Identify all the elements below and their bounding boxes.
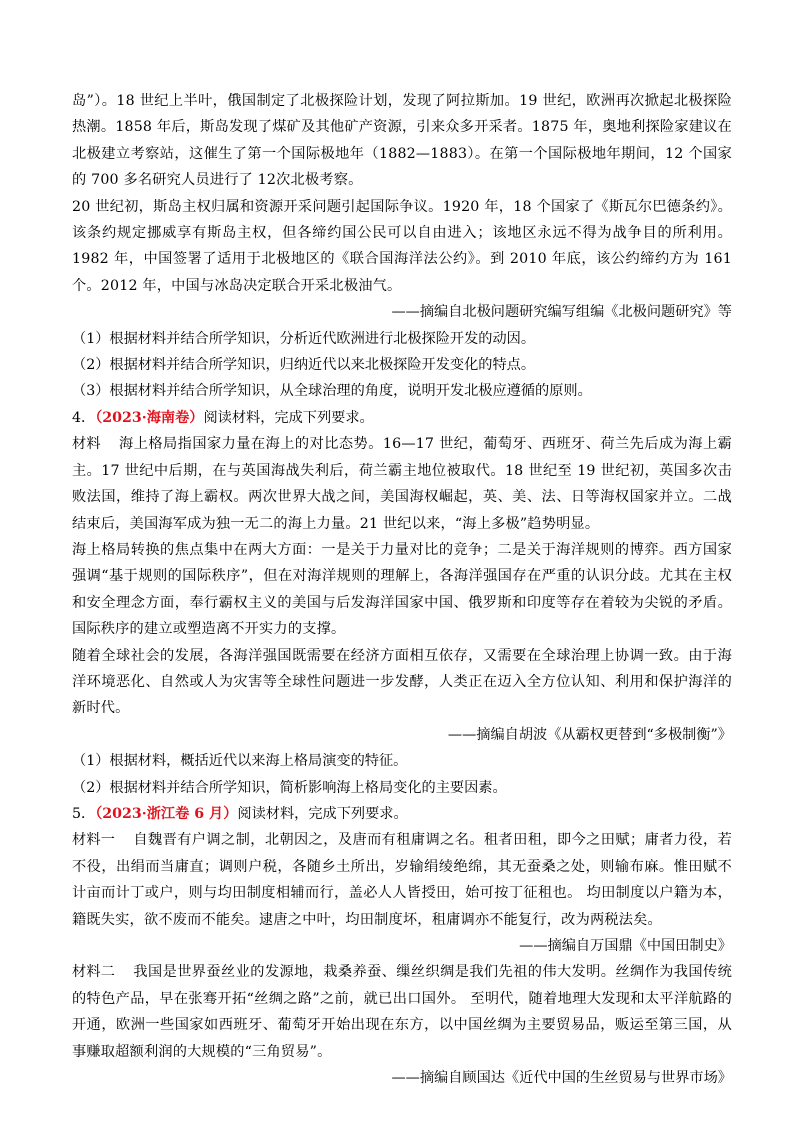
exam-source-tag: （2023·浙江卷 6 月）: [95, 805, 238, 822]
material-paragraph: [72, 959, 732, 1065]
document-page: [72, 88, 732, 1091]
source-citation: ——摘编自北极问题研究编写组编《北极问题研究》等: [391, 304, 732, 321]
material-paragraph: [72, 431, 732, 537]
question-instruction: 阅读材料，完成下列要求。: [237, 805, 408, 822]
continued-paragraph: 岛”）。18 世纪上半叶，俄国制定了北极探险计划，发现了阿拉斯加。19 世纪，欧洲再次掀起北极探险热潮。1858 年后，斯岛发现了煤矿及其他矿产资源，引来众多开采者。1875 年，奥地利探险家建议在北极建立考察站，这催生了第一个国际极地年（1882—1883）。在第一个国际极地年期间，12 个国家的 700 多名研究人员进行了 12次北极考察。: [72, 93, 732, 189]
question-instruction: 阅读材料，完成下列要求。: [203, 409, 374, 426]
material-paragraph: [72, 827, 732, 933]
material-text: 我国是世界蚕丝业的发源地，栽桑养蚕、缫丝织绸是我们先祖的伟大发明。丝绸作为我国传统的特色产品，早在张骞开拓“丝绸之路”之前，就已出口国外。 至明代，随着地理大发现和太平洋航路的开通，欧洲一些国家如西班牙、葡萄牙开始出现在东方，以中国丝绸为主要贸易品，贩运至第三国，从事赚取超额利润的大规模的“三角贸易”。: [72, 964, 732, 1060]
sub-question: （2）根据材料并结合所学知识，简析影响海上格局变化的主要因素。: [72, 779, 507, 796]
source-citation: ——摘编自顾国达《近代中国的生丝贸易与世界市场》: [391, 1070, 732, 1087]
exam-source-tag: （2023·海南卷）: [95, 409, 204, 426]
material-paragraph: 随着全球社会的发展，各海洋强国既需要在经济方面相互依存，又需要在全球治理上协调一致。由于海洋环境恶化、自然或人为灾害等全球性问题进一步发酵，人类正在迈入全方位认知、利用和保护海洋的新时代。: [72, 647, 732, 717]
material-label: 材料二: [72, 964, 116, 981]
sub-question: （3）根据材料并结合所学知识，从全球治理的角度，说明开发北极应遵循的原则。: [72, 383, 592, 400]
source-citation: ——摘编自胡波《从霸权更替到“多极制衡”》: [447, 726, 732, 743]
question-number: 5．: [72, 805, 96, 822]
material-paragraph: 海上格局转换的焦点集中在两大方面：一是关于力量对比的竞争；二是关于海洋规则的博弈。西方国家强调“基于规则的国际秩序”，但在对海洋规则的理解上，各海洋强国存在严重的认识分歧。尤其在主权和安全理念方面，奉行霸权主义的美国与后发海洋国家中国、俄罗斯和印度等存在着较为尖锐的矛盾。国际秩序的建立或塑造离不开实力的支撑。: [72, 541, 732, 638]
material-text: 自魏晋有户调之制，北朝因之，及唐而有租庸调之名。租者田租，即今之田赋；庸者力役，若不役，出绢而当庸直；调则户税，各随乡土所出，岁输绢绫绝绵，其无蚕桑之处，则输布麻。惟田赋不计亩而计丁或户，则与均田制度相辅而行，盖必人人皆授田，始可按丁征租也。 均田制度以户籍为本，籍既失实，欲不废而不能矣。逮唐之中叶，均田制度坏，租庸调亦不能复行，改为两税法矣。: [72, 832, 732, 928]
source-citation: ——摘编自万国鼎《中国田制史》: [519, 938, 732, 954]
question-header: [72, 405, 732, 431]
question-header: [72, 801, 732, 827]
material-text: 海上格局指国家力量在海上的对比态势。16—17 世纪，葡萄牙、西班牙、荷兰先后成为海上霸主。17 世纪中后期，在与英国海战失利后，荷兰霸主地位被取代。18 世纪至 19 世纪初，英国多次击败法国，维持了海上霸权。两次世界大战之间，美国海权崛起，英、美、法、日等海权国家并立。二战结束后，美国海军成为独一无二的海上力量。21 世纪以来，“海上多极”趋势明显。: [72, 436, 732, 532]
continued-paragraph: 20 世纪初，斯岛主权归属和资源开采问题引起国际争议。1920 年，18 个国家了《斯瓦尔巴德条约》。该条约规定挪威享有斯岛主权，但各缔约国公民可以自由进入；该地区永远不得为战争目的所利用。1982 年，中国签署了适用于北极地区的《联合国海洋法公约》。到 2010 年底，该公约缔约方为 161 个。2012 年，中国与冰岛决定联合开采北极油气。: [72, 198, 732, 294]
sub-question: （1）根据材料，概括近代以来海上格局演变的特征。: [72, 753, 408, 770]
question-number: 4．: [72, 409, 96, 426]
material-label: 材料: [72, 436, 101, 453]
sub-question: （1）根据材料并结合所学知识，分析近代欧洲进行北极探险开发的动因。: [72, 330, 536, 347]
material-label: 材料一: [72, 832, 116, 849]
sub-question: （2）根据材料并结合所学知识，归纳近代以来北极探险开发变化的特点。: [72, 357, 536, 374]
